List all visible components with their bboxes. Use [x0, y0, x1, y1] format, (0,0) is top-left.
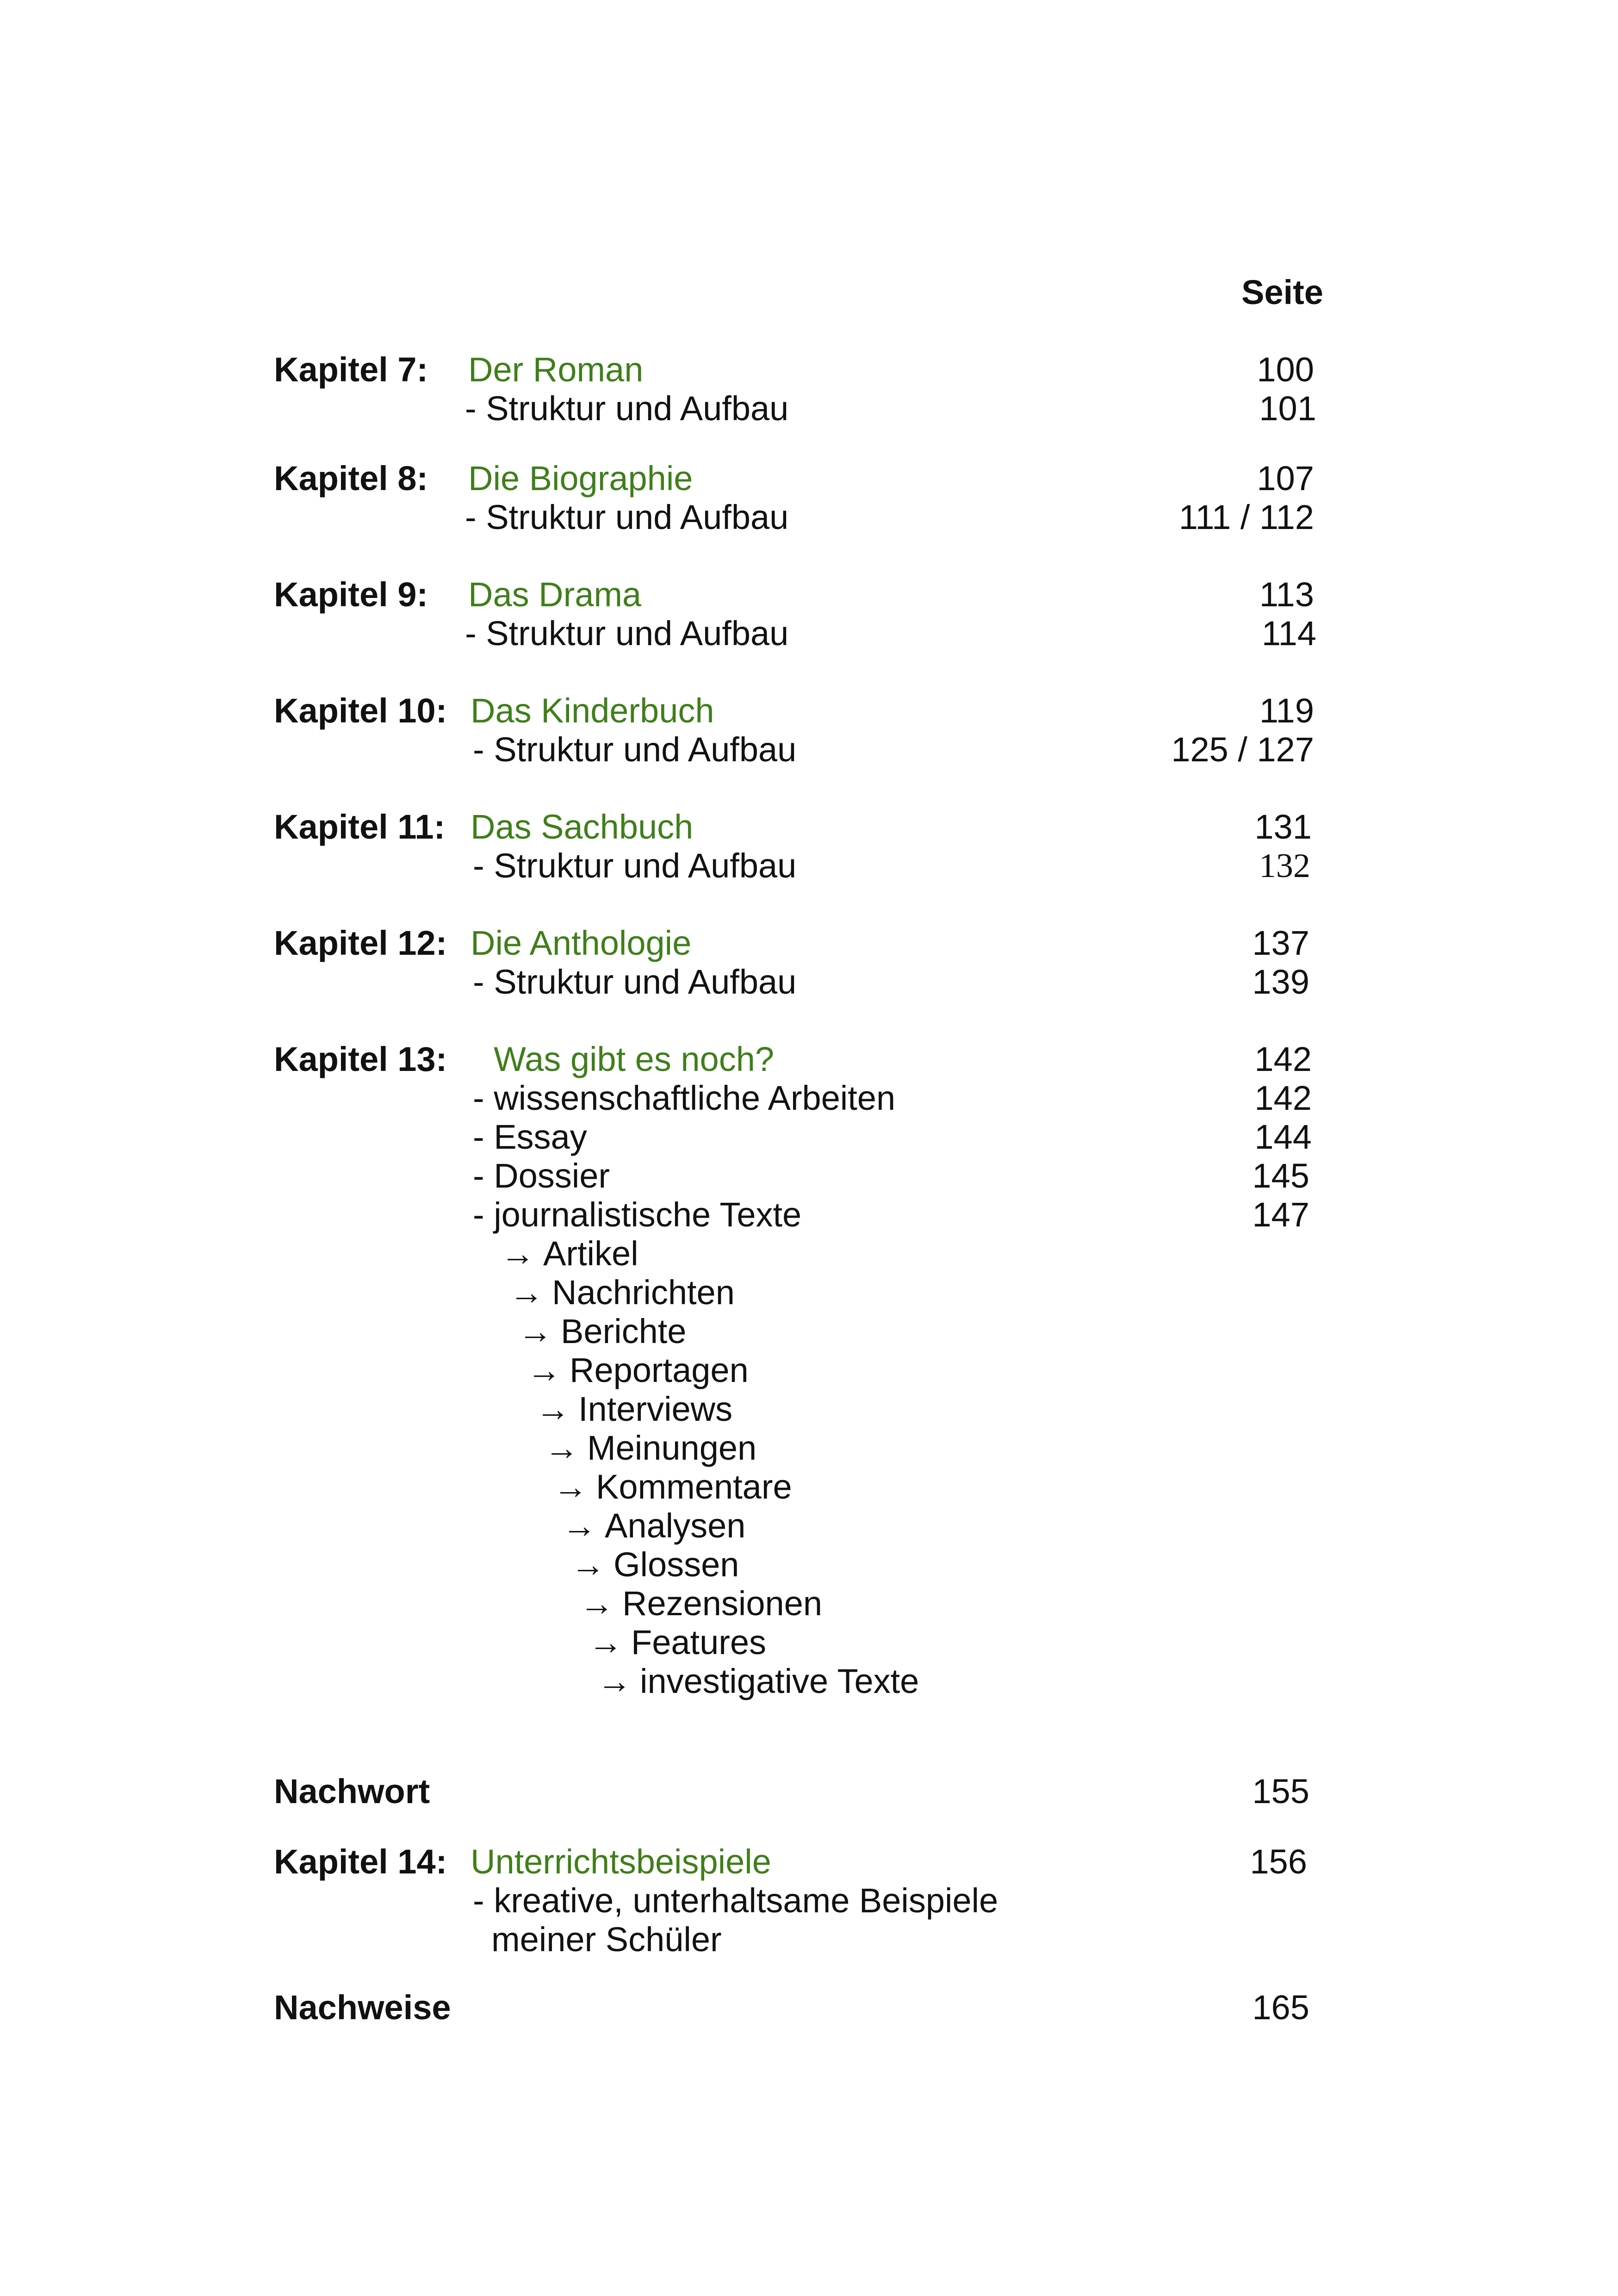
list-item: → Analysen: [562, 1506, 746, 1545]
nachwort-label: Nachwort: [274, 1772, 430, 1811]
arrow-right-icon: →: [571, 1545, 605, 1584]
chapter-title: Die Anthologie: [471, 924, 692, 962]
chapter-label: Kapitel 8:: [274, 459, 428, 498]
subsection-page: 125 / 127: [1171, 730, 1314, 769]
list-item: → Reportagen: [527, 1351, 749, 1389]
subsection-text: - Struktur und Aufbau: [473, 730, 797, 769]
subsection-text: - Struktur und Aufbau: [465, 389, 789, 428]
arrow-right-icon: →: [501, 1234, 535, 1273]
list-item: → Nachrichten: [509, 1273, 735, 1312]
arrow-right-icon: →: [553, 1468, 588, 1506]
subsection-text: - Struktur und Aufbau: [473, 963, 797, 1001]
nachwort-page: 155: [1252, 1772, 1309, 1811]
arrow-right-icon: →: [545, 1429, 579, 1467]
subsection-text: - Struktur und Aufbau: [465, 614, 789, 653]
chapter-title: Das Sachbuch: [471, 808, 694, 846]
chapter-page: 119: [1259, 691, 1314, 730]
chapter-title: Die Biographie: [468, 459, 693, 498]
list-item: → investigative Texte: [597, 1662, 919, 1700]
chapter-page: 137: [1252, 924, 1309, 962]
subsection-page: 144: [1254, 1118, 1312, 1156]
chapter-page: 107: [1257, 459, 1314, 498]
list-item: → Artikel: [501, 1234, 639, 1273]
subsection-text: - Struktur und Aufbau: [473, 846, 797, 885]
chapter-page: 131: [1254, 808, 1312, 846]
chapter-label: Kapitel 13:: [274, 1040, 447, 1078]
subsection-page: 132: [1259, 847, 1310, 885]
nachweise-label: Nachweise: [274, 1988, 451, 2027]
subsection-page: 101: [1259, 389, 1316, 428]
arrow-right-icon: →: [597, 1662, 632, 1700]
chapter-label: Kapitel 10:: [274, 691, 447, 730]
subsection-page: 145: [1252, 1157, 1309, 1195]
chapter-label: Kapitel 7:: [274, 350, 428, 389]
chapter-title: Das Drama: [468, 575, 642, 614]
subsection-page: 147: [1252, 1195, 1309, 1234]
arrow-right-icon: →: [580, 1584, 614, 1623]
chapter-title: Unterrichtsbeispiele: [471, 1842, 771, 1881]
list-item: → Rezensionen: [580, 1584, 822, 1623]
subsection-text: - Struktur und Aufbau: [465, 498, 789, 536]
arrow-right-icon: →: [536, 1390, 570, 1428]
subsection-text: - kreative, unterhaltsame Beispiele: [473, 1881, 998, 1920]
arrow-right-icon: →: [509, 1273, 544, 1312]
chapter-label: Kapitel 12:: [274, 924, 447, 962]
arrow-right-icon: →: [518, 1312, 552, 1350]
list-item: → Kommentare: [553, 1468, 792, 1506]
subsection-text: - Essay: [473, 1118, 587, 1156]
chapter-title: Der Roman: [468, 350, 644, 389]
subsection-page: 114: [1262, 614, 1316, 653]
chapter-page: 142: [1254, 1040, 1312, 1078]
arrow-right-icon: →: [589, 1623, 623, 1661]
subsection-text: - journalistische Texte: [473, 1195, 802, 1234]
subsection-text-continued: meiner Schüler: [491, 1920, 722, 1959]
list-item: → Glossen: [571, 1545, 739, 1584]
subsection-page: 142: [1254, 1079, 1312, 1117]
arrow-right-icon: →: [562, 1506, 596, 1545]
nachweise-page: 165: [1252, 1988, 1309, 2027]
chapter-label: Kapitel 9:: [274, 575, 428, 614]
chapter-label: Kapitel 14:: [274, 1842, 447, 1881]
list-item: → Berichte: [518, 1312, 687, 1350]
list-item: → Features: [589, 1623, 767, 1661]
arrow-right-icon: →: [527, 1351, 561, 1389]
page-column-header: Seite: [1241, 273, 1323, 311]
subsection-text: - wissenschaftliche Arbeiten: [473, 1079, 896, 1117]
chapter-page: 156: [1250, 1842, 1307, 1881]
subsection-page: 139: [1252, 963, 1309, 1001]
subsection-page: 111 / 112: [1178, 498, 1314, 536]
subsection-text: - Dossier: [473, 1157, 610, 1195]
chapter-title: Was gibt es noch?: [494, 1040, 775, 1078]
chapter-label: Kapitel 11:: [274, 808, 446, 846]
list-item: → Meinungen: [545, 1429, 757, 1467]
list-item: → Interviews: [536, 1390, 733, 1428]
chapter-page: 100: [1257, 350, 1314, 389]
chapter-title: Das Kinderbuch: [471, 691, 714, 730]
chapter-page: 113: [1259, 575, 1314, 614]
